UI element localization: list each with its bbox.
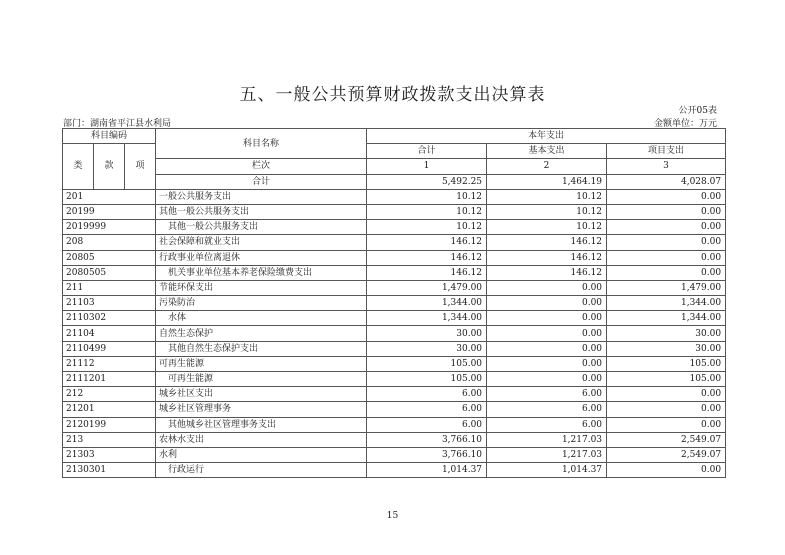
expenditure-table [62,128,726,478]
total-cell: 146.12 [367,265,487,280]
subject-name-cell: 可再生能源 [156,372,367,387]
department-label: 部门：湖南省平江县水利局 [63,119,172,129]
amount-unit-label: 金额单位：万元 [653,119,717,129]
subject-name-cell: 污染防治 [156,296,367,311]
table-row [63,280,726,295]
table-row [63,311,726,326]
total-cell: 6.00 [367,402,487,417]
project-cell: 0.00 [607,235,726,250]
subject-code-cell: 2110302 [63,311,156,326]
table-row [63,432,726,447]
table-row [63,204,726,219]
subject-code-cell: 2019999 [63,220,156,235]
basic-cell: 6.00 [487,417,607,432]
project-cell: 0.00 [607,387,726,402]
subject-name-cell: 节能环保支出 [156,280,367,295]
subject-code-cell: 21104 [63,326,156,341]
basic-cell: 10.12 [487,220,607,235]
subject-code-cell: 212 [63,387,156,402]
basic-cell: 1,014.37 [487,463,607,478]
header-xiang: 项 [125,144,156,190]
header-row-1 [63,129,726,144]
subject-name-cell: 机关事业单位基本养老保险缴费支出 [156,265,367,280]
project-cell: 0.00 [607,220,726,235]
project-cell: 1,344.00 [607,311,726,326]
subject-code-cell: 20805 [63,250,156,265]
subject-code-cell: 2120199 [63,417,156,432]
project-cell: 0.00 [607,265,726,280]
total-cell: 1,014.37 [367,463,487,478]
basic-cell: 6.00 [487,402,607,417]
subject-code-cell: 2110499 [63,341,156,356]
table-row [63,250,726,265]
subject-name-cell: 可再生能源 [156,356,367,371]
total-cell: 146.12 [367,235,487,250]
subject-name-cell: 其他一般公共服务支出 [156,204,367,219]
project-cell: 1,344.00 [607,296,726,311]
basic-cell: 0.00 [487,296,607,311]
total-amount: 5,492.25 [367,174,487,189]
project-cell: 30.00 [607,326,726,341]
subject-code-cell: 2080505 [63,265,156,280]
table-row [63,387,726,402]
total-label: 合计 [156,174,367,189]
page-title: 五、一般公共预算财政拨款支出决算表 [239,85,546,105]
header-total: 合计 [367,144,487,159]
subject-name-cell: 其他城乡社区管理事务支出 [156,417,367,432]
table-row [63,235,726,250]
subject-name-cell: 行政事业单位离退休 [156,250,367,265]
subject-name-cell: 行政运行 [156,463,367,478]
project-cell: 2,549.07 [607,447,726,462]
table-row [63,265,726,280]
total-cell: 105.00 [367,372,487,387]
basic-cell: 146.12 [487,235,607,250]
project-cell: 105.00 [607,372,726,387]
table-row [63,417,726,432]
total-project: 4,028.07 [607,174,726,189]
table-row [63,220,726,235]
project-cell: 0.00 [607,417,726,432]
subject-name-cell: 农林水支出 [156,432,367,447]
subject-name-cell: 自然生态保护 [156,326,367,341]
header-row-no: 栏次 [156,159,367,174]
project-cell: 2,549.07 [607,432,726,447]
subject-code-cell: 21303 [63,447,156,462]
column-number-2: 2 [487,159,607,174]
total-cell: 10.12 [367,204,487,219]
header-basic: 基本支出 [487,144,607,159]
total-cell: 105.00 [367,356,487,371]
project-cell: 0.00 [607,463,726,478]
total-cell: 1,479.00 [367,280,487,295]
total-cell: 30.00 [367,341,487,356]
total-cell: 3,766.10 [367,447,487,462]
total-cell: 3,766.10 [367,432,487,447]
header-subject-name: 科目名称 [156,129,367,159]
header-project: 项目支出 [607,144,726,159]
project-cell: 0.00 [607,204,726,219]
subject-code-cell: 21103 [63,296,156,311]
total-cell: 146.12 [367,250,487,265]
total-cell: 30.00 [367,326,487,341]
subject-name-cell: 社会保障和就业支出 [156,235,367,250]
column-number-3: 3 [607,159,726,174]
basic-cell: 0.00 [487,356,607,371]
basic-cell: 0.00 [487,341,607,356]
total-row [63,174,726,189]
total-basic: 1,464.19 [487,174,607,189]
header-kuan: 款 [94,144,125,190]
total-cell: 6.00 [367,387,487,402]
total-cell: 10.12 [367,220,487,235]
subject-name-cell: 其他一般公共服务支出 [156,220,367,235]
project-cell: 0.00 [607,402,726,417]
project-cell: 0.00 [607,250,726,265]
basic-cell: 0.00 [487,280,607,295]
total-cell: 1,344.00 [367,311,487,326]
basic-cell: 10.12 [487,204,607,219]
subject-code-cell: 201 [63,189,156,204]
table-row [63,356,726,371]
project-cell: 0.00 [607,189,726,204]
project-cell: 105.00 [607,356,726,371]
total-cell: 10.12 [367,189,487,204]
table-row [63,402,726,417]
subject-code-cell: 20199 [63,204,156,219]
total-cell: 1,344.00 [367,296,487,311]
table-row [63,326,726,341]
subject-code-cell: 211 [63,280,156,295]
basic-cell: 146.12 [487,265,607,280]
subject-code-cell: 21112 [63,356,156,371]
basic-cell: 0.00 [487,326,607,341]
table-row [63,447,726,462]
column-number-row [63,159,726,174]
subject-name-cell: 其他自然生态保护支出 [156,341,367,356]
page-number: 15 [386,511,399,521]
basic-cell: 6.00 [487,387,607,402]
table-row [63,341,726,356]
basic-cell: 10.12 [487,189,607,204]
form-id: 公开05表 [678,106,717,116]
subject-code-cell: 213 [63,432,156,447]
subject-code-cell: 208 [63,235,156,250]
column-number-1: 1 [367,159,487,174]
basic-cell: 0.00 [487,372,607,387]
project-cell: 30.00 [607,341,726,356]
table-row [63,296,726,311]
table-row [63,189,726,204]
basic-cell: 1,217.03 [487,447,607,462]
project-cell: 1,479.00 [607,280,726,295]
subject-name-cell: 城乡社区支出 [156,387,367,402]
table-body [63,189,726,478]
total-cell: 6.00 [367,417,487,432]
table-row [63,372,726,387]
header-lei: 类 [63,144,94,190]
basic-cell: 1,217.03 [487,432,607,447]
basic-cell: 146.12 [487,250,607,265]
subject-code-cell: 21201 [63,402,156,417]
table-row [63,463,726,478]
header-subject-code: 科目编码 [63,129,156,144]
subject-code-cell: 2130301 [63,463,156,478]
subject-name-cell: 水体 [156,311,367,326]
basic-cell: 0.00 [487,311,607,326]
subject-code-cell: 2111201 [63,372,156,387]
subject-name-cell: 城乡社区管理事务 [156,402,367,417]
subject-name-cell: 一般公共服务支出 [156,189,367,204]
subject-name-cell: 水利 [156,447,367,462]
header-current-year: 本年支出 [367,129,726,144]
